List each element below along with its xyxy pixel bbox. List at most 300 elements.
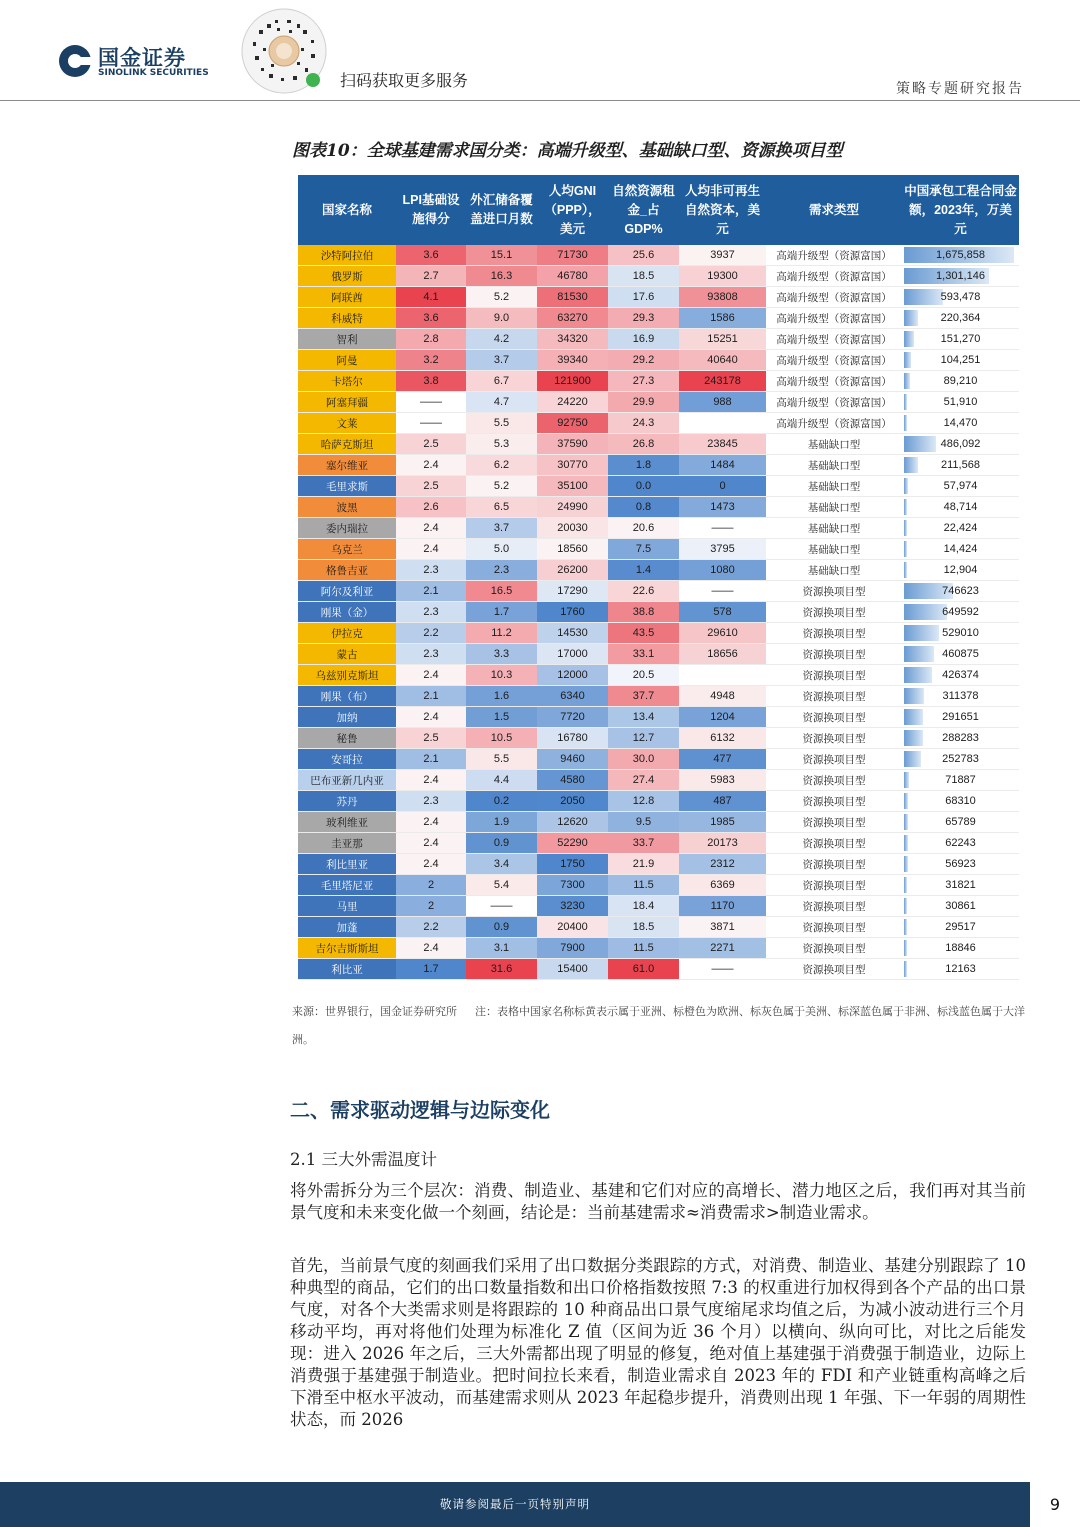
contract-amount-value: 89,210 <box>943 375 978 387</box>
capital-cell: 1473 <box>679 497 766 518</box>
contract-amount-value: 56923 <box>945 858 976 870</box>
contract-amount-value: 211,568 <box>941 459 980 471</box>
reserve-cell: 4.7 <box>466 392 537 413</box>
demand-type-cell: 资源换项目型 <box>766 875 902 896</box>
capital-cell: 40640 <box>679 350 766 371</box>
contract-amount-value: 426374 <box>942 669 979 681</box>
capital-cell: 487 <box>679 791 766 812</box>
contract-amount-bar <box>904 919 907 935</box>
contract-amount-cell <box>902 686 1019 707</box>
contract-amount-value: 1,301,146 <box>936 270 985 282</box>
contract-amount-cell <box>902 854 1019 875</box>
country-name-cell: 智利 <box>298 329 396 350</box>
rent-cell: 18.5 <box>608 917 679 938</box>
gni-cell: 92750 <box>537 413 608 434</box>
contract-amount-bar <box>904 415 907 431</box>
lpi-cell: 4.1 <box>396 287 466 308</box>
capital-cell: 5983 <box>679 770 766 791</box>
rent-cell: 61.0 <box>608 959 679 980</box>
reserve-cell: 6.7 <box>466 371 537 392</box>
reserve-cell: 1.7 <box>466 602 537 623</box>
table-row <box>298 518 1019 539</box>
rent-cell: 21.9 <box>608 854 679 875</box>
capital-cell: 6132 <box>679 728 766 749</box>
lpi-cell: 2.8 <box>396 329 466 350</box>
lpi-cell: 1.7 <box>396 959 466 980</box>
lpi-cell: 2.3 <box>396 602 466 623</box>
gni-cell: 12620 <box>537 812 608 833</box>
reserve-cell: 10.5 <box>466 728 537 749</box>
capital-cell: 15251 <box>679 329 766 350</box>
contract-amount-value: 311378 <box>942 690 979 702</box>
country-name-cell: 吉尔吉斯斯坦 <box>298 938 396 959</box>
demand-type-cell: 资源换项目型 <box>766 812 902 833</box>
country-name-cell: 卡塔尔 <box>298 371 396 392</box>
table-header-row <box>298 175 1019 245</box>
lpi-cell: 2.6 <box>396 497 466 518</box>
contract-amount-cell <box>902 833 1019 854</box>
table-row <box>298 833 1019 854</box>
contract-amount-bar <box>904 898 907 914</box>
lpi-cell: 2.1 <box>396 581 466 602</box>
rent-cell: 20.6 <box>608 518 679 539</box>
contract-amount-cell <box>902 560 1019 581</box>
table-row <box>298 287 1019 308</box>
gni-cell: 20400 <box>537 917 608 938</box>
contract-amount-cell <box>902 665 1019 686</box>
demand-type-cell: 资源换项目型 <box>766 602 902 623</box>
contract-amount-bar <box>904 751 921 767</box>
lpi-cell: 3.6 <box>396 245 466 266</box>
reserve-cell: 1.5 <box>466 707 537 728</box>
rent-cell: 29.3 <box>608 308 679 329</box>
capital-cell: 20173 <box>679 833 766 854</box>
table-row <box>298 812 1019 833</box>
rent-cell: 1.8 <box>608 455 679 476</box>
table-row <box>298 476 1019 497</box>
table-row <box>298 665 1019 686</box>
lpi-cell: 2.4 <box>396 812 466 833</box>
gni-cell: 46780 <box>537 266 608 287</box>
contract-amount-cell <box>902 602 1019 623</box>
demand-type-cell: 高端升级型（资源富国） <box>766 392 902 413</box>
capital-cell <box>679 413 766 434</box>
gni-cell: 7300 <box>537 875 608 896</box>
rent-cell: 24.3 <box>608 413 679 434</box>
country-name-cell: 塞尔维亚 <box>298 455 396 476</box>
demand-type-cell: 高端升级型（资源富国） <box>766 371 902 392</box>
demand-type-cell: 高端升级型（资源富国） <box>766 266 902 287</box>
reserve-cell: 15.1 <box>466 245 537 266</box>
contract-amount-cell <box>902 581 1019 602</box>
table-row <box>298 497 1019 518</box>
contract-amount-value: 51,910 <box>943 396 978 408</box>
reserve-cell: 16.5 <box>466 581 537 602</box>
gni-cell: 71730 <box>537 245 608 266</box>
contract-amount-bar <box>904 457 918 473</box>
reserve-cell: 2.3 <box>466 560 537 581</box>
sinolink-logo-icon <box>58 44 92 78</box>
contract-amount-value: 18846 <box>945 942 976 954</box>
capital-cell: 2312 <box>679 854 766 875</box>
gni-cell: 15400 <box>537 959 608 980</box>
lpi-cell: 2.5 <box>396 728 466 749</box>
reserve-cell: 5.5 <box>466 413 537 434</box>
country-name-cell: 利比亚 <box>298 959 396 980</box>
table-row <box>298 854 1019 875</box>
table-row <box>298 602 1019 623</box>
table-row <box>298 350 1019 371</box>
capital-cell: 4948 <box>679 686 766 707</box>
contract-amount-cell <box>902 371 1019 392</box>
table-row <box>298 896 1019 917</box>
rent-cell: 27.4 <box>608 770 679 791</box>
contract-amount-bar <box>904 499 907 515</box>
lpi-cell: 2.7 <box>396 266 466 287</box>
table-row <box>298 707 1019 728</box>
reserve-cell: 6.2 <box>466 455 537 476</box>
contract-amount-bar <box>904 478 908 494</box>
rent-cell: 29.2 <box>608 350 679 371</box>
contract-amount-cell <box>902 518 1019 539</box>
contract-amount-bar <box>904 688 924 704</box>
capital-cell: —— <box>679 581 766 602</box>
data-table <box>298 175 1019 980</box>
lpi-cell: 3.6 <box>396 308 466 329</box>
contract-amount-bar <box>904 793 908 809</box>
contract-amount-value: 12163 <box>945 963 976 975</box>
demand-type-cell: 资源换项目型 <box>766 749 902 770</box>
demand-type-cell: 基础缺口型 <box>766 455 902 476</box>
table-row <box>298 770 1019 791</box>
reserve-cell: 0.9 <box>466 833 537 854</box>
contract-amount-value: 14,470 <box>943 417 978 429</box>
demand-type-cell: 资源换项目型 <box>766 728 902 749</box>
contract-amount-value: 62243 <box>945 837 976 849</box>
demand-type-cell: 高端升级型（资源富国） <box>766 350 902 371</box>
gni-cell: 7900 <box>537 938 608 959</box>
capital-cell: 2271 <box>679 938 766 959</box>
reserve-cell: 9.0 <box>466 308 537 329</box>
lpi-cell: 2.4 <box>396 854 466 875</box>
contract-amount-bar <box>904 394 907 410</box>
capital-cell: 988 <box>679 392 766 413</box>
rent-cell: 43.5 <box>608 623 679 644</box>
lpi-cell: 2.4 <box>396 938 466 959</box>
rent-cell: 37.7 <box>608 686 679 707</box>
lpi-cell: 2.4 <box>396 455 466 476</box>
contract-amount-cell <box>902 938 1019 959</box>
gni-cell: 4580 <box>537 770 608 791</box>
reserve-cell: 4.2 <box>466 329 537 350</box>
country-name-cell: 马里 <box>298 896 396 917</box>
rent-cell: 27.3 <box>608 371 679 392</box>
table-row <box>298 728 1019 749</box>
contract-amount-bar <box>904 541 907 557</box>
rent-cell: 16.9 <box>608 329 679 350</box>
rent-cell: 20.5 <box>608 665 679 686</box>
country-name-cell: 俄罗斯 <box>298 266 396 287</box>
contract-amount-bar <box>904 961 907 977</box>
country-name-cell: 玻利维亚 <box>298 812 396 833</box>
capital-cell: 3871 <box>679 917 766 938</box>
demand-type-cell: 高端升级型（资源富国） <box>766 245 902 266</box>
capital-cell: 3795 <box>679 539 766 560</box>
rent-cell: 12.7 <box>608 728 679 749</box>
contract-amount-value: 22,424 <box>943 522 978 534</box>
contract-amount-cell <box>902 791 1019 812</box>
table-row <box>298 686 1019 707</box>
lpi-cell: 2.4 <box>396 665 466 686</box>
gni-cell: 1750 <box>537 854 608 875</box>
capital-cell: 1080 <box>679 560 766 581</box>
lpi-cell: 2.4 <box>396 770 466 791</box>
lpi-cell: 2.2 <box>396 917 466 938</box>
country-name-cell: 阿曼 <box>298 350 396 371</box>
gni-cell: 3230 <box>537 896 608 917</box>
demand-type-cell: 基础缺口型 <box>766 560 902 581</box>
country-name-cell: 乌克兰 <box>298 539 396 560</box>
table-row <box>298 539 1019 560</box>
gni-cell: 34320 <box>537 329 608 350</box>
source-note: 来源：世界银行，国金证券研究所 <box>292 1005 457 1018</box>
rent-cell: 11.5 <box>608 938 679 959</box>
reserve-cell: 5.3 <box>466 434 537 455</box>
lpi-cell: —— <box>396 413 466 434</box>
gni-cell: 63270 <box>537 308 608 329</box>
lpi-cell: 2.5 <box>396 476 466 497</box>
country-name-cell: 加纳 <box>298 707 396 728</box>
lpi-cell: 2.3 <box>396 791 466 812</box>
lpi-cell: 2.4 <box>396 707 466 728</box>
demand-type-cell: 基础缺口型 <box>766 476 902 497</box>
country-name-cell: 巴布亚新几内亚 <box>298 770 396 791</box>
contract-amount-value: 220,364 <box>940 312 981 324</box>
column-header: 自然资源租金_占GDP% <box>608 175 679 245</box>
contract-amount-cell <box>902 476 1019 497</box>
contract-amount-value: 57,974 <box>943 480 978 492</box>
contract-amount-bar <box>904 940 907 956</box>
capital-cell: 1985 <box>679 812 766 833</box>
contract-amount-bar <box>904 373 910 389</box>
country-name-cell: 刚果（布） <box>298 686 396 707</box>
demand-type-cell: 资源换项目型 <box>766 791 902 812</box>
column-header: LPI基础设施得分 <box>396 175 466 245</box>
contract-amount-value: 151,270 <box>940 333 981 345</box>
country-name-cell: 格鲁吉亚 <box>298 560 396 581</box>
capital-cell: 578 <box>679 602 766 623</box>
lpi-cell: —— <box>396 392 466 413</box>
reserve-cell: 3.3 <box>466 644 537 665</box>
reserve-cell: 4.4 <box>466 770 537 791</box>
reserve-cell: 11.2 <box>466 623 537 644</box>
rent-cell: 1.4 <box>608 560 679 581</box>
capital-cell: 477 <box>679 749 766 770</box>
table-row <box>298 413 1019 434</box>
demand-type-cell: 基础缺口型 <box>766 434 902 455</box>
country-name-cell: 伊拉克 <box>298 623 396 644</box>
demand-type-cell: 基础缺口型 <box>766 539 902 560</box>
contract-amount-cell <box>902 896 1019 917</box>
contract-amount-bar <box>904 709 923 725</box>
reserve-cell: 1.6 <box>466 686 537 707</box>
rent-cell: 26.8 <box>608 434 679 455</box>
reserve-cell: 3.7 <box>466 350 537 371</box>
column-header: 人均非可再生自然资本，美元 <box>679 175 766 245</box>
gni-cell: 24220 <box>537 392 608 413</box>
demand-type-cell: 资源换项目型 <box>766 770 902 791</box>
contract-amount-cell <box>902 497 1019 518</box>
country-name-cell: 阿联酋 <box>298 287 396 308</box>
rent-cell: 22.6 <box>608 581 679 602</box>
lpi-cell: 2.1 <box>396 686 466 707</box>
capital-cell: —— <box>679 959 766 980</box>
column-header: 需求类型 <box>766 175 902 245</box>
gni-cell: 1760 <box>537 602 608 623</box>
page-header <box>0 0 1080 101</box>
contract-amount-bar <box>904 835 908 851</box>
contract-amount-value: 104,251 <box>940 354 981 366</box>
table-row <box>298 245 1019 266</box>
lpi-cell: 2.4 <box>396 833 466 854</box>
paragraph: 首先，当前景气度的刻画我们采用了出口数据分类跟踪的方式，对消费、制造业、基建分别跟踪了 10 种典型的商品，它们的出口数量指数和出口价格指数按照 7:3 的权重进行加权得到各个产品的出口景气度，对各个大类需求则是将跟踪的 10 种商品出口景气度缩尾求均值之后，为减小波动进行三个月移动平均，再对将他们处理为标准化 Z 值（区间为近 36 个月）以横向、纵向可比，对比之后能发现：进入 2026 年之后，三大外需都出现了明显的修复，绝对值上基建强于消费强于制造业，边际上消费强于基建强于制造业。把时间拉长来看，制造业需求自 2023 年的 FDI 和产业链重构高峰之后下滑至中枢水平波动，而基建需求则从 2023 年起稳步提升，消费则出现 1 年强、下一年弱的周期性状态，而 2026 <box>290 1256 1026 1429</box>
contract-amount-value: 291651 <box>942 711 979 723</box>
rent-cell: 38.8 <box>608 602 679 623</box>
contract-amount-cell <box>902 350 1019 371</box>
contract-amount-value: 14,424 <box>943 543 978 555</box>
demand-type-cell: 高端升级型（资源富国） <box>766 308 902 329</box>
report-type: 策略专题研究报告 <box>896 81 1024 97</box>
figure-title: 图表10：全球基建需求国分类：高端升级型、基础缺口型、资源换项目型 <box>292 141 843 161</box>
capital-cell: 19300 <box>679 266 766 287</box>
demand-type-cell: 资源换项目型 <box>766 581 902 602</box>
page-footer <box>0 1482 1080 1527</box>
demand-type-cell: 资源换项目型 <box>766 707 902 728</box>
contract-amount-bar <box>904 814 908 830</box>
table-row <box>298 560 1019 581</box>
reserve-cell: 5.2 <box>466 287 537 308</box>
contract-amount-value: 30861 <box>945 900 976 912</box>
table-row <box>298 938 1019 959</box>
contract-amount-cell <box>902 539 1019 560</box>
contract-amount-bar <box>904 310 918 326</box>
contract-amount-cell <box>902 392 1019 413</box>
paragraph: 将外需拆分为三个层次：消费、制造业、基建和它们对应的高增长、潜力地区之后，我们再对其当前景气度和未来变化做一个刻画，结论是：当前基建需求≈消费需求>制造业需求。 <box>290 1181 1026 1222</box>
lpi-cell: 2.4 <box>396 539 466 560</box>
contract-amount-bar <box>904 604 947 620</box>
contract-amount-cell <box>902 623 1019 644</box>
gni-cell: 35100 <box>537 476 608 497</box>
gni-cell: 12000 <box>537 665 608 686</box>
demand-type-cell: 资源换项目型 <box>766 917 902 938</box>
column-header: 中国承包工程合同金额，2023年，万美元 <box>902 175 1019 245</box>
country-name-cell: 苏丹 <box>298 791 396 812</box>
gni-cell: 30770 <box>537 455 608 476</box>
gni-cell: 39340 <box>537 350 608 371</box>
table-row <box>298 917 1019 938</box>
contract-amount-value: 48,714 <box>943 501 978 513</box>
qr-code-icon[interactable] <box>241 8 327 94</box>
column-header: 人均GNI（PPP），美元 <box>537 175 608 245</box>
lpi-cell: 3.8 <box>396 371 466 392</box>
gni-cell: 24990 <box>537 497 608 518</box>
capital-cell: 6369 <box>679 875 766 896</box>
reserve-cell: 0.2 <box>466 791 537 812</box>
contract-amount-value: 12,904 <box>943 564 978 576</box>
lpi-cell: 2.2 <box>396 623 466 644</box>
country-name-cell: 阿尔及利亚 <box>298 581 396 602</box>
table-row <box>298 749 1019 770</box>
contract-amount-bar <box>904 877 907 893</box>
contract-amount-cell <box>902 770 1019 791</box>
table-row <box>298 959 1019 980</box>
country-name-cell: 圭亚那 <box>298 833 396 854</box>
logo-english-name: SINOLINK SECURITIES <box>98 68 209 78</box>
country-name-cell: 沙特阿拉伯 <box>298 245 396 266</box>
contract-amount-cell <box>902 287 1019 308</box>
contract-amount-cell <box>902 707 1019 728</box>
capital-cell: 3937 <box>679 245 766 266</box>
reserve-cell: 5.5 <box>466 749 537 770</box>
legend-note: 注：表格中国家名称标黄表示属于亚洲、标橙色为欧洲、标灰色属于美洲、标深蓝色属于非洲、标浅蓝色属于大洋洲。 <box>292 1005 1025 1046</box>
reserve-cell: 31.6 <box>466 959 537 980</box>
contract-amount-bar <box>904 436 936 452</box>
reserve-cell: 3.7 <box>466 518 537 539</box>
demand-type-cell: 资源换项目型 <box>766 833 902 854</box>
rent-cell: 9.5 <box>608 812 679 833</box>
contract-amount-cell <box>902 917 1019 938</box>
contract-amount-bar <box>904 667 932 683</box>
rent-cell: 30.0 <box>608 749 679 770</box>
section-title: 二、需求驱动逻辑与边际变化 <box>290 1098 550 1122</box>
demand-type-cell: 资源换项目型 <box>766 644 902 665</box>
capital-cell: 18656 <box>679 644 766 665</box>
contract-amount-bar <box>904 856 908 872</box>
contract-amount-value: 252783 <box>942 753 979 765</box>
lpi-cell: 2.5 <box>396 434 466 455</box>
reserve-cell: 3.4 <box>466 854 537 875</box>
lpi-cell: 2 <box>396 875 466 896</box>
country-name-cell: 毛里塔尼亚 <box>298 875 396 896</box>
rent-cell: 13.4 <box>608 707 679 728</box>
demand-type-cell: 高端升级型（资源富国） <box>766 413 902 434</box>
reserve-cell: 6.5 <box>466 497 537 518</box>
demand-type-cell: 资源换项目型 <box>766 623 902 644</box>
country-name-cell: 文莱 <box>298 413 396 434</box>
gni-cell: 7720 <box>537 707 608 728</box>
rent-cell: 0.0 <box>608 476 679 497</box>
country-name-cell: 秘鲁 <box>298 728 396 749</box>
contract-amount-cell <box>902 728 1019 749</box>
capital-cell: 29610 <box>679 623 766 644</box>
capital-cell: 1170 <box>679 896 766 917</box>
contract-amount-value: 746623 <box>942 585 979 597</box>
footer-disclaimer: 敬请参阅最后一页特别声明 <box>440 1497 590 1511</box>
contract-amount-value: 1,675,858 <box>936 249 985 261</box>
demand-type-cell: 资源换项目型 <box>766 938 902 959</box>
capital-cell: 0 <box>679 476 766 497</box>
contract-amount-cell <box>902 308 1019 329</box>
rent-cell: 0.8 <box>608 497 679 518</box>
country-name-cell: 加蓬 <box>298 917 396 938</box>
contract-amount-bar <box>904 562 907 578</box>
country-name-cell: 安哥拉 <box>298 749 396 770</box>
contract-amount-bar <box>904 352 911 368</box>
contract-amount-cell <box>902 812 1019 833</box>
gni-cell: 81530 <box>537 287 608 308</box>
gni-cell: 52290 <box>537 833 608 854</box>
country-name-cell: 科威特 <box>298 308 396 329</box>
